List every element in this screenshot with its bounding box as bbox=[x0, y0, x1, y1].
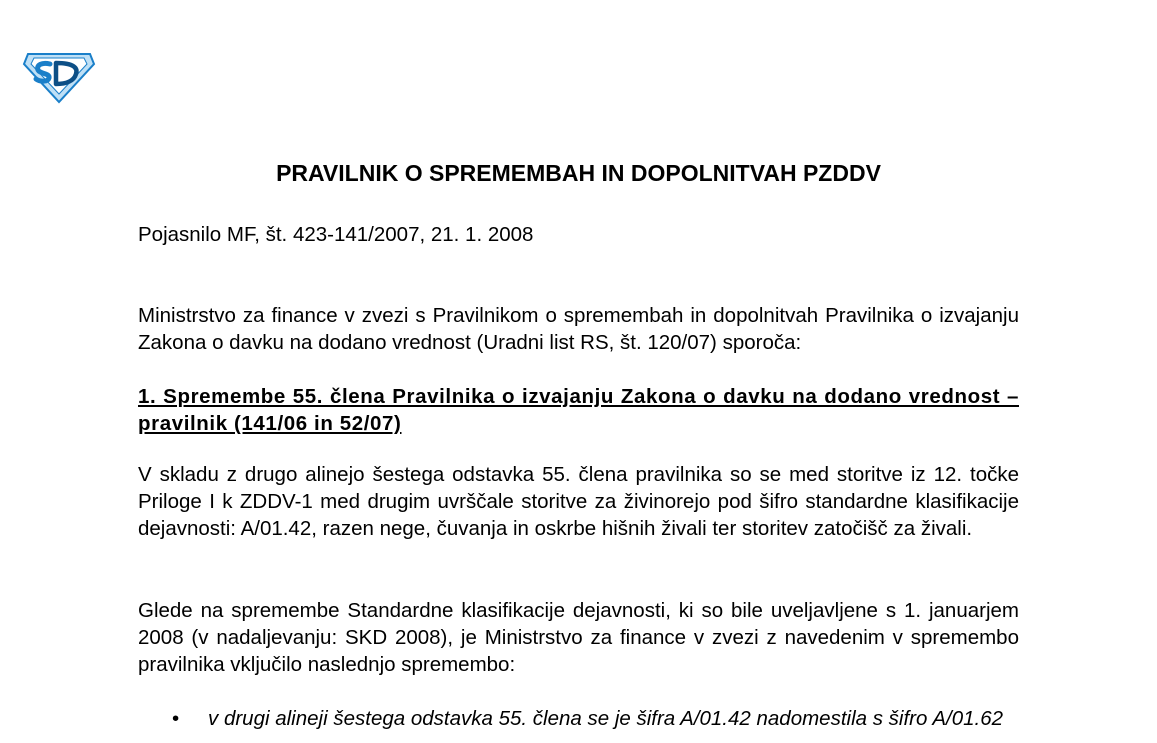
section-1-paragraph-2: Glede na spremembe Standardne klasifikacije dejavnosti, ki so bile uveljavljene s 1. januarjem 2008 (v nadaljevanju: SKD 2008), je Ministrstvo za finance v zvezi z navedenim v spremembo pravilnika vključilo naslednjo spremembo: bbox=[138, 599, 1019, 676]
list-item bbox=[138, 705, 1019, 732]
list-item-text: v drugi alineji šestega odstavka 55. člena se je šifra A/01.42 nadomestila s šifro A/01.62 bbox=[208, 707, 1004, 730]
section-1-paragraph-1: V skladu z drugo alinejo šestega odstavka 55. člena pravilnika so se med storitve iz 12. točke Priloge I k ZDDV-1 med drugim uvrščale storitve za živinorejo pod šifro standardne klasifikacije dejavnosti: A/01.42, razen nege, čuvanja in oskrbe hišnih živali ter storitev zatočišč za živali. bbox=[138, 463, 1019, 540]
document-title: PRAVILNIK O SPREMEMBAH IN DOPOLNITVAH PZDDV bbox=[276, 160, 881, 186]
sd-logo-icon bbox=[22, 50, 96, 104]
intro-paragraph: Ministrstvo za finance v zvezi s Pravilnikom o spremembah in dopolnitvah Pravilnika o izvajanju Zakona o davku na dodano vrednost (Uradni list RS, št. 120/07) sporoča: bbox=[138, 304, 1019, 354]
sd-logo bbox=[22, 50, 96, 104]
bullet-marker: • bbox=[172, 707, 180, 730]
change-list bbox=[138, 705, 1019, 732]
section-1-heading: 1. Spremembe 55. člena Pravilnika o izvajanju Zakona o davku na dodano vrednost – pravilnik (141/06 in 52/07) bbox=[138, 385, 1019, 435]
document-subtitle: Pojasnilo MF, št. 423-141/2007, 21. 1. 2008 bbox=[138, 223, 534, 246]
